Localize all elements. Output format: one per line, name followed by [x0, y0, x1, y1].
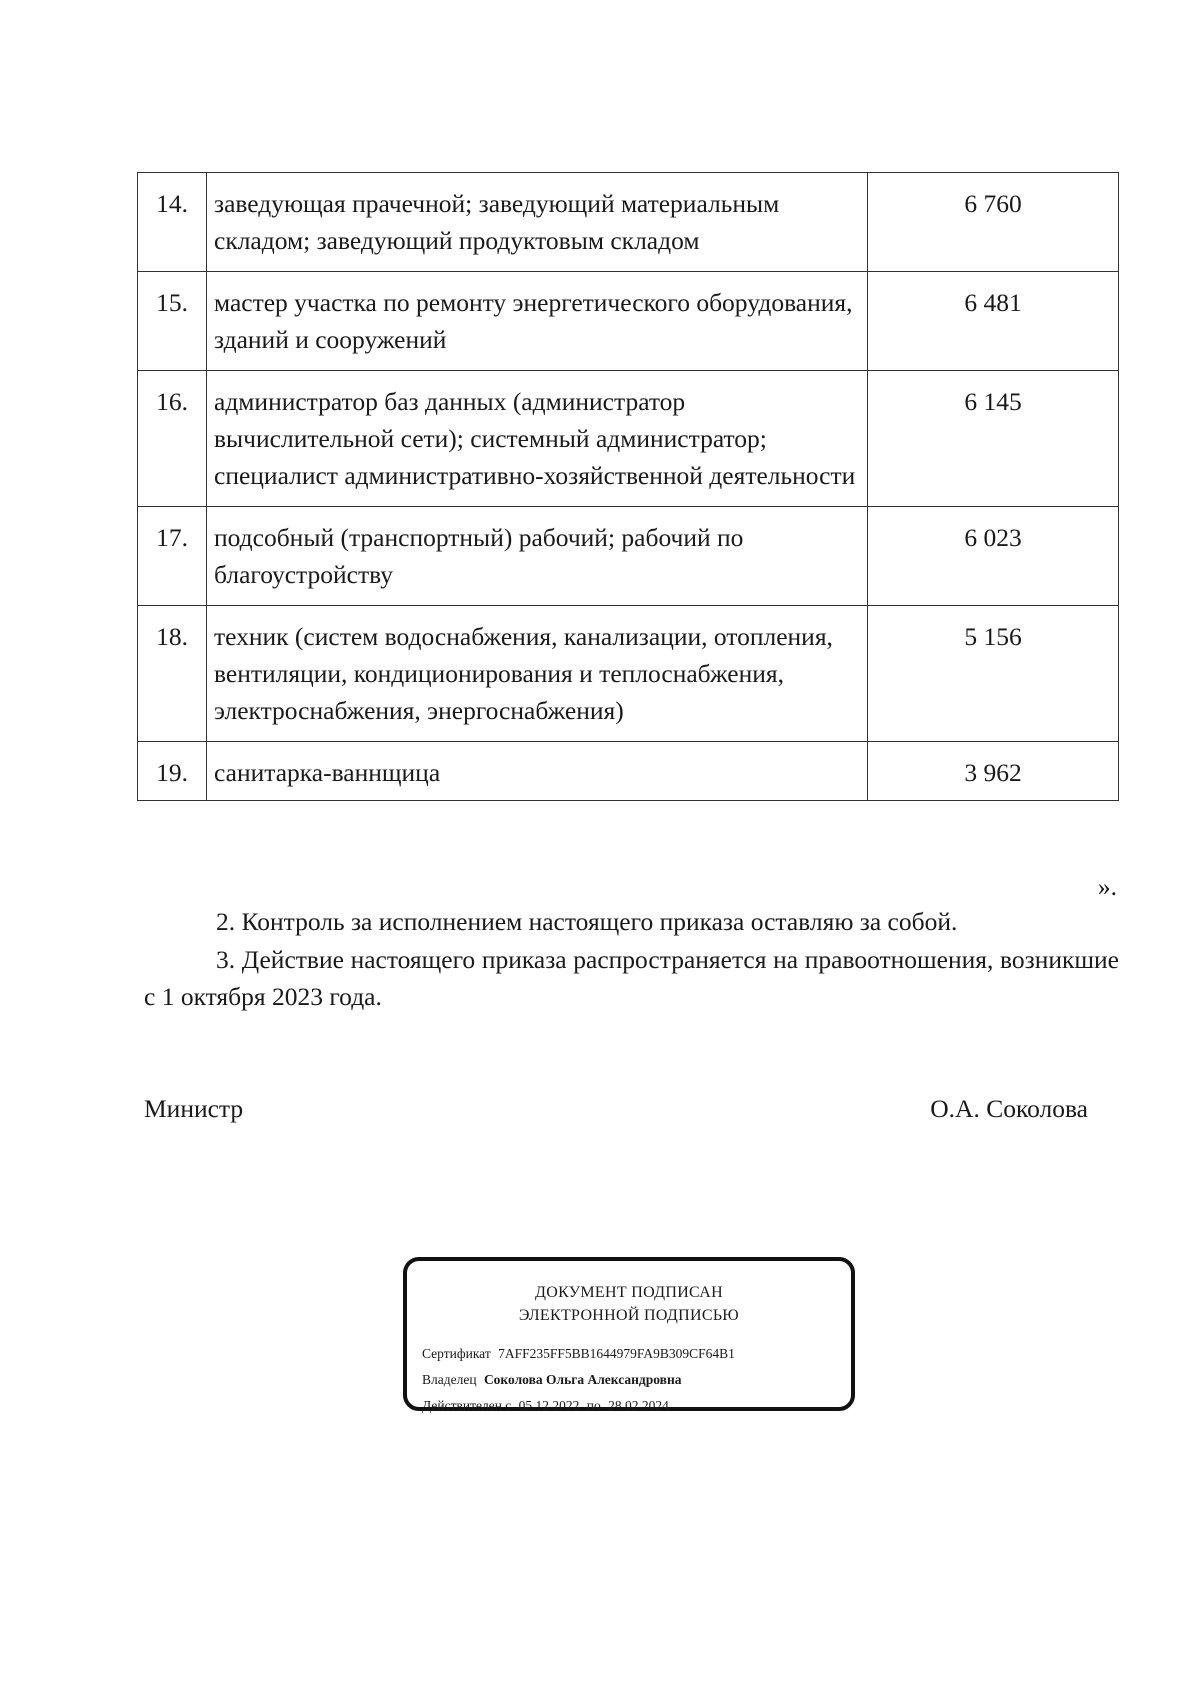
position-value: 6 481 — [868, 272, 1119, 371]
position-value: 6 023 — [868, 507, 1119, 606]
position-value: 5 156 — [868, 606, 1119, 742]
position-name: мастер участка по ремонту энергетического оборудования, зданий и сооружений — [207, 272, 868, 371]
stamp-body — [422, 1341, 851, 1419]
valid-from: 05.12.2022 — [518, 1398, 580, 1413]
position-name: техник (систем водоснабжения, канализации, отопления, вентиляции, кондиционирования и теплоснабжения, электроснабжения, энергоснабжения) — [207, 606, 868, 742]
signatory-name: О.А. Соколова — [930, 1094, 1088, 1123]
row-number: 14. — [138, 173, 207, 272]
signatory-title: Министр — [144, 1094, 244, 1123]
owner-value: Соколова Ольга Александровна — [483, 1372, 682, 1387]
table-row — [138, 507, 1119, 606]
certificate-label: Сертификат — [422, 1346, 491, 1361]
table-row — [138, 742, 1119, 801]
stamp-certificate — [422, 1341, 851, 1367]
owner-label: Владелец — [422, 1372, 477, 1387]
table-row — [138, 606, 1119, 742]
table-row — [138, 173, 1119, 272]
table-row — [138, 371, 1119, 507]
position-value: 6 760 — [868, 173, 1119, 272]
position-value: 3 962 — [868, 742, 1119, 801]
stamp-line-1: ДОКУМЕНТ ПОДПИСАН — [535, 1284, 723, 1301]
electronic-signature-stamp — [403, 1257, 855, 1411]
row-number: 18. — [138, 606, 207, 742]
position-value: 6 145 — [868, 371, 1119, 507]
certificate-value: 7AFF235FF5BB1644979FA9B309CF64B1 — [498, 1346, 735, 1361]
row-number: 16. — [138, 371, 207, 507]
stamp-validity — [422, 1393, 851, 1419]
row-number: 19. — [138, 742, 207, 801]
valid-label: Действителен с — [422, 1398, 512, 1413]
position-name: администратор баз данных (администратор вычислительной сети); системный администратор; специалист административно-хозяйственной деятельности — [207, 371, 868, 507]
stamp-owner — [422, 1367, 851, 1393]
row-number: 15. — [138, 272, 207, 371]
closing-quote: ». — [1097, 872, 1117, 901]
stamp-line-2: ЭЛЕКТРОННОЙ ПОДПИСЬЮ — [518, 1307, 740, 1324]
position-name: заведующая прачечной; заведующий материальным складом; заведующий продуктовым складом — [207, 173, 868, 272]
stamp-header — [407, 1281, 851, 1327]
positions-table — [137, 172, 1119, 801]
position-name: санитарка-ваннщица — [207, 742, 868, 801]
valid-to-label: по — [586, 1398, 601, 1413]
paragraph-control: 2. Контроль за исполнением настоящего приказа оставляю за собой. — [216, 907, 958, 936]
valid-to: 28.02.2024 — [608, 1398, 669, 1413]
position-name: подсобный (транспортный) рабочий; рабочий по благоустройству — [207, 507, 868, 606]
paragraph-effective-date: 3. Действие настоящего приказа распространяется на правоотношения, возникшие с 1 октября 2023 года. — [144, 945, 1119, 1011]
table-row — [138, 272, 1119, 371]
row-number: 17. — [138, 507, 207, 606]
